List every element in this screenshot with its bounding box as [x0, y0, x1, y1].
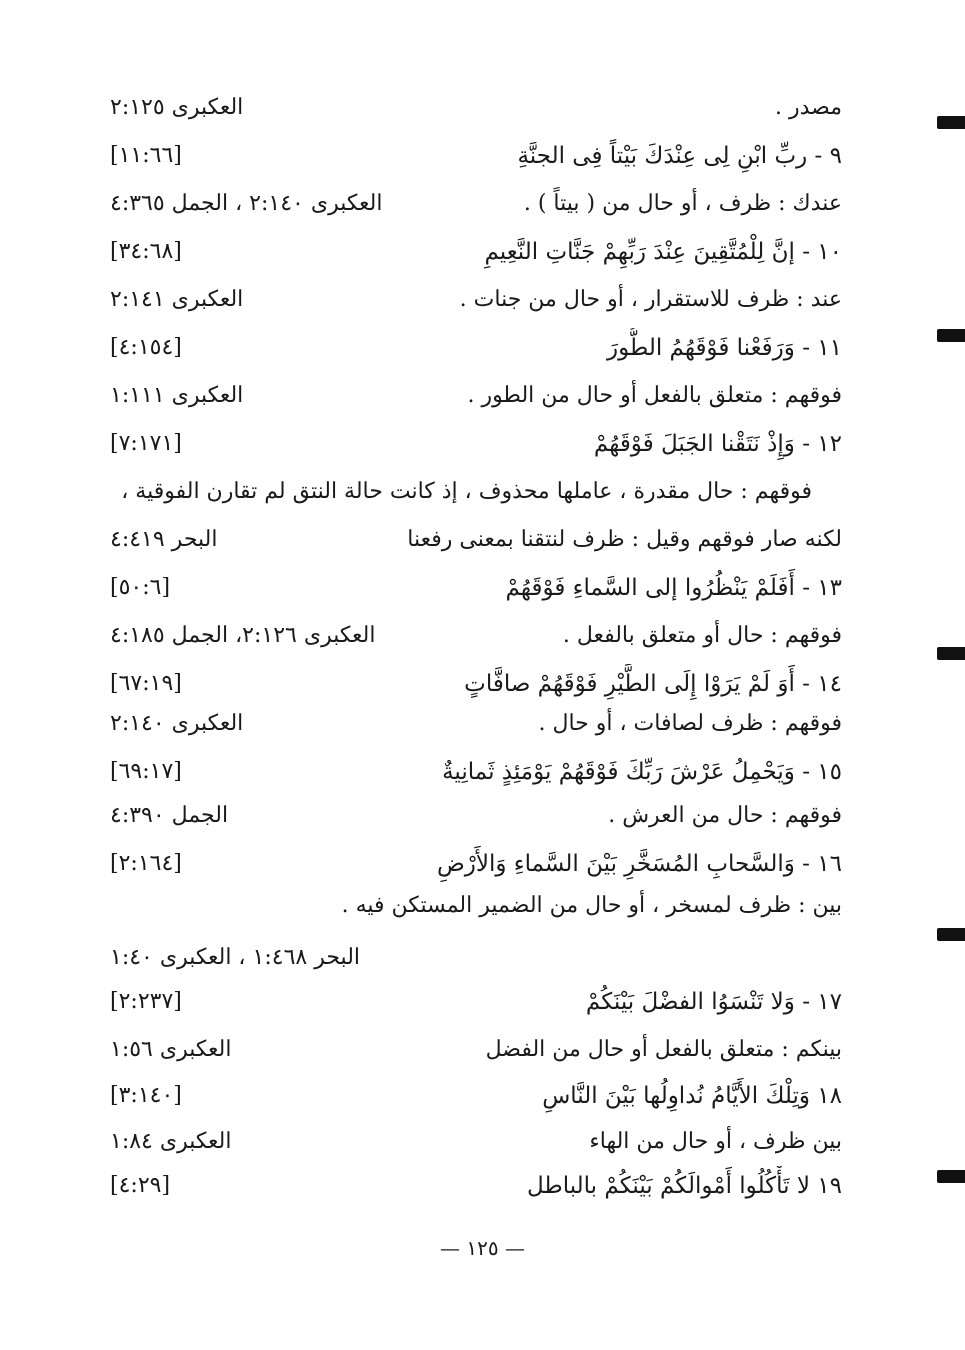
verse-line: [110, 328, 842, 368]
verse-text: ١٥ - وَيَحْمِلُ عَرْشَ رَبِّكَ فَوْقَهُمْ يَوْمَئِذٍ ثَمانِيةٌ: [442, 759, 842, 785]
text-line: [110, 704, 842, 744]
reference: العكبرى ٢:١٤١: [110, 287, 244, 312]
page-number: — ١٢٥ —: [440, 1236, 525, 1260]
margin-marker: [937, 928, 965, 941]
margin-marker: [937, 1170, 965, 1183]
verse-citation: [٦٧:١٩]: [110, 671, 182, 696]
text-line: [110, 472, 842, 512]
text-line: [110, 520, 842, 560]
text-line: [110, 886, 842, 926]
verse-line: [110, 1076, 842, 1116]
text-line: [110, 1030, 842, 1070]
verse-text: ١٢ - وَإِذْ نَتَقْنا الجَبَلَ فَوْقَهُمْ: [593, 431, 842, 457]
reference: العكبرى ١:٨٤: [110, 1129, 232, 1154]
entry-text: فوقهم : حال من العرش .: [608, 803, 842, 828]
entry-text: بين : ظرف لمسخر ، أو حال من الضمير المستكن فيه .: [341, 893, 842, 918]
verse-citation: [٣:١٤٠]: [110, 1083, 182, 1108]
reference: البحر ٤:٤١٩: [110, 527, 218, 552]
verse-text: ١٨ وَتِلْكَ الأَيَّامُ نُداوِلُها بَيْنَ النَّاسِ: [542, 1083, 842, 1109]
verse-text: ١١ - وَرَفَعْنا فَوْقَهُمُ الطُّورَ: [606, 335, 842, 361]
verse-line: [110, 664, 842, 704]
text-line: [110, 796, 842, 836]
text-line: [110, 280, 842, 320]
verse-citation: [٤:١٥٤]: [110, 335, 182, 360]
entry-text: فوقهم : حال مقدرة ، عاملها محذوف ، إذ كانت حالة النتق لم تقارن الفوقية ،: [121, 479, 812, 504]
verse-citation: [٣٤:٦٨]: [110, 239, 182, 264]
verse-text: ١٤ - أَوَ لَمْ يَرَوْا إِلَى الطَّيْرِ فَوْقَهُمْ صافَّاتٍ: [464, 671, 842, 697]
entry-text: فوقهم : متعلق بالفعل أو حال من الطور .: [467, 383, 842, 408]
verse-citation: [٧:١٧١]: [110, 431, 182, 456]
entry-text: فوقهم : ظرف لصافات ، أو حال .: [538, 711, 842, 736]
reference: العكبرى ١:١١١: [110, 383, 244, 408]
verse-text: ٩ - ربِّ ابْنِ لِى عِنْدَكَ بَيْتاً فِى الجنَّةِ: [517, 143, 842, 169]
verse-text: ١٣ - أَفَلَمْ يَنْظُرُوا إلى السَّماءِ فَوْقَهُمْ: [505, 575, 842, 601]
verse-text: ١٦ - وَالسَّحابِ المُسَخَّرِ بَيْنَ السَّماءِ وَالأَرْضِ: [436, 851, 842, 877]
margin-marker: [937, 647, 965, 660]
reference: الجمل ٤:٣٩٠: [110, 803, 229, 828]
reference: العكبرى ٢:١٤٠: [110, 711, 244, 736]
verse-line: [110, 232, 842, 272]
text-line: [110, 1122, 842, 1162]
text-line: [110, 184, 842, 224]
verse-line: [110, 568, 842, 608]
verse-citation: [١١:٦٦]: [110, 143, 182, 168]
verse-text: ١٩ لا تَأْكُلُوا أَمْوالَكُمْ بَيْنَكُمْ بالباطل: [526, 1173, 842, 1199]
verse-line: [110, 844, 842, 884]
text-line: [110, 376, 842, 416]
margin-marker: [937, 116, 965, 129]
verse-citation: [٤:٢٩]: [110, 1173, 171, 1198]
reference: العكبرى ٢:١٤٠ ، الجمل ٤:٣٦٥: [110, 191, 383, 216]
verse-line: [110, 136, 842, 176]
entry-text: بينكم : متعلق بالفعل أو حال من الفضل: [485, 1037, 842, 1062]
verse-citation: [٢:٢٣٧]: [110, 989, 182, 1014]
entry-text: عندك : ظرف ، أو حال من ( بيتاً ) .: [523, 191, 842, 216]
entry-text: عند : ظرف للاستقرار ، أو حال من جنات .: [459, 287, 842, 312]
reference: العكبرى ٢:١٢٥: [110, 95, 244, 120]
verse-text: ١٠ - إنَّ لِلْمُتَّقِينَ عِنْدَ رَبِّهِمْ جَنَّاتِ النَّعِيمِ: [484, 239, 842, 265]
entry-text: بين ظرف ، أو حال من الهاء: [589, 1129, 842, 1154]
margin-marker: [937, 329, 965, 342]
text-line: [110, 88, 842, 128]
verse-line: [110, 982, 842, 1022]
verse-line: [110, 752, 842, 792]
reference: العكبرى ٢:١٢٦، الجمل ٤:١٨٥: [110, 623, 376, 648]
verse-line: [110, 424, 842, 464]
reference: البحر ١:٤٦٨ ، العكبرى ١:٤٠: [110, 945, 361, 970]
verse-citation: [٥٠:٦]: [110, 575, 171, 600]
verse-citation: [٢:١٦٤]: [110, 851, 182, 876]
entry-text: لكنه صار فوقهم وقيل : ظرف لنتقنا بمعنى رفعنا: [407, 527, 842, 552]
reference: العكبرى ١:٥٦: [110, 1037, 232, 1062]
entry-text: مصدر .: [774, 95, 842, 120]
verse-text: ١٧ - وَلا تَنْسَوُا الفضْلَ بَيْنَكُمْ: [585, 989, 842, 1015]
text-line: [110, 938, 842, 978]
entry-text: فوقهم : حال أو متعلق بالفعل .: [562, 623, 842, 648]
verse-line: [110, 1166, 842, 1206]
verse-citation: [٦٩:١٧]: [110, 759, 182, 784]
text-line: [110, 616, 842, 656]
